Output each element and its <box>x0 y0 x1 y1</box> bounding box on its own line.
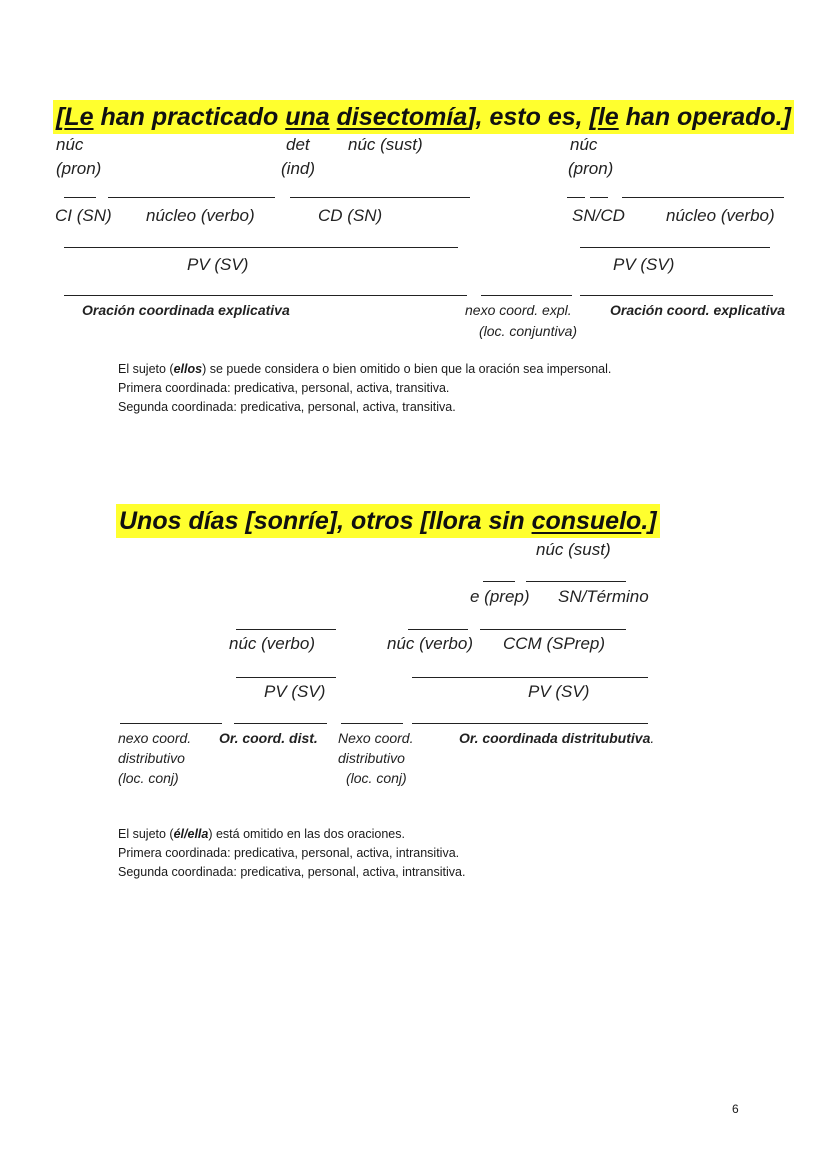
note-primera-2: Primera coordinada: predicativa, personal, activa, intransitiva. <box>118 846 460 860</box>
label-nexo-coord-2: Nexo coord. <box>338 730 414 746</box>
note-emphasis: ellos <box>173 362 203 376</box>
title-part <box>330 103 337 131</box>
label-oracion-coord-2: Oración coord. explicativa <box>610 302 786 318</box>
label-nexo-coord-expl: nexo coord. expl. <box>465 302 572 318</box>
analysis-line <box>236 677 336 678</box>
note-segunda-1: Segunda coordinada: predicativa, personal, activa, transitiva. <box>118 400 456 414</box>
analysis-line <box>64 295 467 296</box>
analysis-line <box>622 197 784 198</box>
analysis-line <box>481 295 572 296</box>
analysis-line <box>412 677 648 678</box>
label-cd-sn: CD (SN) <box>318 206 383 225</box>
analysis-line <box>480 629 626 630</box>
analysis-line <box>408 629 468 630</box>
label-loc-conj-2: (loc. conj) <box>346 770 407 786</box>
analysis-line <box>412 723 648 724</box>
analysis-line <box>64 197 96 198</box>
label-nexo-coord-1: nexo coord. <box>118 730 192 746</box>
analysis-line <box>341 723 403 724</box>
note-text: El sujeto ( <box>118 827 174 841</box>
label-distributivo-2: distributivo <box>338 750 405 766</box>
title-part: ], esto es, [ <box>467 103 598 131</box>
title-part: han practicado <box>93 103 286 131</box>
note-text: ) está omitido en las dos oraciones. <box>208 827 405 841</box>
label-nucleo-verbo-2: núcleo (verbo) <box>666 206 775 225</box>
sentence-title-2 <box>116 504 660 538</box>
analysis-line <box>64 247 458 248</box>
note-segunda-2: Segunda coordinada: predicativa, personal, activa, intransitiva. <box>118 865 466 879</box>
analysis-line <box>590 197 608 198</box>
title-part-underlined: Le <box>64 103 94 131</box>
analysis-line <box>580 295 773 296</box>
label-nucleo-verbo-1: núcleo (verbo) <box>146 206 255 225</box>
title-part-underlined: consuelo <box>531 507 642 535</box>
note-text: El sujeto ( <box>118 362 174 376</box>
label-det-una: det <box>286 135 310 154</box>
label-loc-conjuntiva: (loc. conjuntiva) <box>479 323 578 339</box>
title-part-underlined: disectomía <box>336 103 468 131</box>
label-ci-sn: CI (SN) <box>55 206 112 225</box>
label-pron-le2: (pron) <box>568 159 614 178</box>
label-or-coordinada-dist: Or. coordinada distritubutiva. <box>459 730 655 746</box>
title-part: .] <box>641 507 657 535</box>
label-ccm-sprep: CCM (SPrep) <box>503 634 606 653</box>
label-pv-sv-2b: PV (SV) <box>528 682 590 701</box>
label-nuc-le: núc <box>56 135 84 154</box>
analysis-line <box>567 197 585 198</box>
analysis-line <box>108 197 275 198</box>
title-part: Unos días [sonríe], otros [llora sin <box>119 507 532 535</box>
label-or-coord-dist: Or. coord. dist. <box>219 730 318 746</box>
note-sujeto-2 <box>118 827 405 841</box>
analysis-line <box>234 723 327 724</box>
label-pron-le: (pron) <box>56 159 102 178</box>
label-text: Or. coordinada distritubutiva <box>459 730 651 746</box>
title-part: [ <box>56 103 65 131</box>
sentence-title-1 <box>53 100 794 134</box>
analysis-line <box>120 723 222 724</box>
label-nuc-verbo-1: núc (verbo) <box>229 634 315 653</box>
analysis-line <box>236 629 336 630</box>
label-nuc-verbo-2: núc (verbo) <box>387 634 473 653</box>
label-oracion-coord-1: Oración coordinada explicativa <box>82 302 290 318</box>
analysis-line <box>290 197 470 198</box>
label-nuc-le2: núc <box>570 135 598 154</box>
label-nuc-sust: núc (sust) <box>348 135 423 154</box>
note-emphasis: él/ella <box>173 827 209 841</box>
analysis-line <box>580 247 770 248</box>
note-text: ) se puede considera o bien omitido o bien que la oración sea impersonal. <box>202 362 612 376</box>
label-sn-termino: SN/Término <box>558 587 649 606</box>
analysis-line <box>526 581 626 582</box>
note-primera-1: Primera coordinada: predicativa, personal, activa, transitiva. <box>118 381 450 395</box>
label-pv-sv-2a: PV (SV) <box>264 682 326 701</box>
label-sn-cd: SN/CD <box>572 206 625 225</box>
label-e-prep: e (prep) <box>470 587 530 606</box>
label-distributivo-1: distributivo <box>118 750 185 766</box>
title-part-underlined: una <box>285 103 330 131</box>
label-ind-una: (ind) <box>281 159 316 178</box>
analysis-line <box>483 581 515 582</box>
label-pv-sv-1: PV (SV) <box>187 255 249 274</box>
label-pv-sv-2: PV (SV) <box>613 255 675 274</box>
label-loc-conj-1: (loc. conj) <box>118 770 179 786</box>
note-sujeto-1 <box>118 362 611 376</box>
title-part-underlined: le <box>597 103 619 131</box>
label-nuc-sust-2: núc (sust) <box>536 540 611 559</box>
title-part: han operado.] <box>618 103 791 131</box>
page-number: 6 <box>732 1102 739 1116</box>
